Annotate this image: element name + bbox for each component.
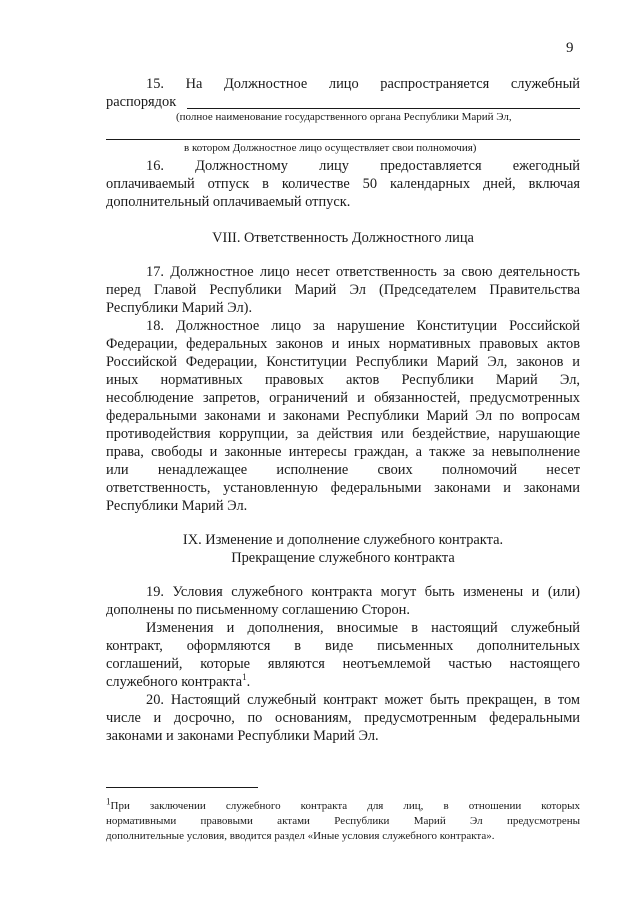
- fill-in-underline-1: [187, 108, 580, 109]
- para18-line9: или ненадлежащее исполнение своих полномочий несет: [106, 462, 580, 478]
- para19b-line4-text: служебного контракта: [106, 674, 243, 690]
- para18-line7: противодействия коррупции, за действия или бездействие, нарушающие: [106, 426, 580, 442]
- para16-line3: дополнительный оплачиваемый отпуск.: [106, 194, 351, 210]
- para18-line4: иных нормативных правовых актов Республики Марий Эл,: [106, 372, 580, 388]
- para18-line8: права, свободы и законные интересы граждан, а также за невыполнение: [106, 444, 580, 460]
- para20-line1: 20. Настоящий служебный контракт может быть прекращен, в том: [146, 692, 580, 708]
- para15-line1: 15. На Должностное лицо распространяется служебный: [146, 76, 580, 92]
- footnote-line1: [106, 796, 580, 813]
- para18-line10: ответственность, установленную федеральными законами и законами: [106, 480, 580, 496]
- fill-in-underline-2: [106, 139, 580, 140]
- para19b-line3: соглашений, которые являются неотъемлемой частью настоящего: [106, 656, 580, 672]
- page-number: 9: [566, 40, 574, 56]
- footnote-line1-text: При заключении служебного контракта для лиц, в отношении которых: [110, 800, 580, 812]
- para15-caption2: в котором Должностное лицо осуществляет свои полномочия): [184, 142, 477, 154]
- footnote-line2: нормативными правовыми актами Республики Марий Эл предусмотрены: [106, 815, 580, 827]
- para15-line2-lead: распорядок: [106, 94, 177, 110]
- para18-line1: 18. Должностное лицо за нарушение Конституции Российской: [146, 318, 580, 334]
- footnote-separator: [106, 787, 258, 788]
- footnote-marker: 1: [106, 796, 111, 807]
- para16-line2: оплачиваемый отпуск в количестве 50 календарных дней, включая: [106, 176, 580, 192]
- para18-line2: Федерации, федеральных законов и иных нормативных правовых актов: [106, 336, 580, 352]
- para17-line2: перед Главой Республики Марий Эл (Председателем Правительства: [106, 282, 580, 298]
- footnote-reference: 1: [242, 672, 247, 683]
- footnote-line3: дополнительные условия, вводится раздел «Иные условия служебного контракта».: [106, 830, 495, 842]
- para18-line11: Республики Марий Эл.: [106, 498, 248, 514]
- para16-line1: 16. Должностному лицу предоставляется ежегодный: [146, 158, 580, 174]
- para20-line2: числе и досрочно, по основаниям, предусмотренным федеральными: [106, 710, 580, 726]
- para18-line6: федеральными законами и законами Республики Марий Эл по вопросам: [106, 408, 580, 424]
- para18-line3: Российской Федерации, Конституции Республики Марий Эл, законов и: [106, 354, 580, 370]
- section9-heading-line1: IX. Изменение и дополнение служебного контракта.: [182, 532, 504, 548]
- para19-line2: дополнены по письменному соглашению Сторон.: [106, 602, 410, 618]
- para19b-line1: Изменения и дополнения, вносимые в настоящий служебный: [146, 620, 580, 636]
- para17-line3: Республики Марий Эл).: [106, 300, 253, 316]
- para19b-line2: контракт, оформляются в виде письменных дополнительных: [106, 638, 580, 654]
- para20-line3: законами и законами Республики Марий Эл.: [106, 728, 379, 744]
- para19-line1: 19. Условия служебного контракта могут быть изменены и (или): [146, 584, 580, 600]
- para18-line5: несоблюдение запретов, ограничений и обязанностей, предусмотренных: [106, 390, 580, 406]
- section9-heading-line2: Прекращение служебного контракта: [231, 550, 455, 566]
- para15-caption1: (полное наименование государственного органа Республики Марий Эл,: [176, 111, 512, 123]
- para19b-line4: служебного контракта$^1$.: [106, 672, 251, 690]
- para17-line1: 17. Должностное лицо несет ответственность за свою деятельность: [146, 264, 580, 280]
- section8-heading: VIII. Ответственность Должностного лица: [212, 230, 474, 246]
